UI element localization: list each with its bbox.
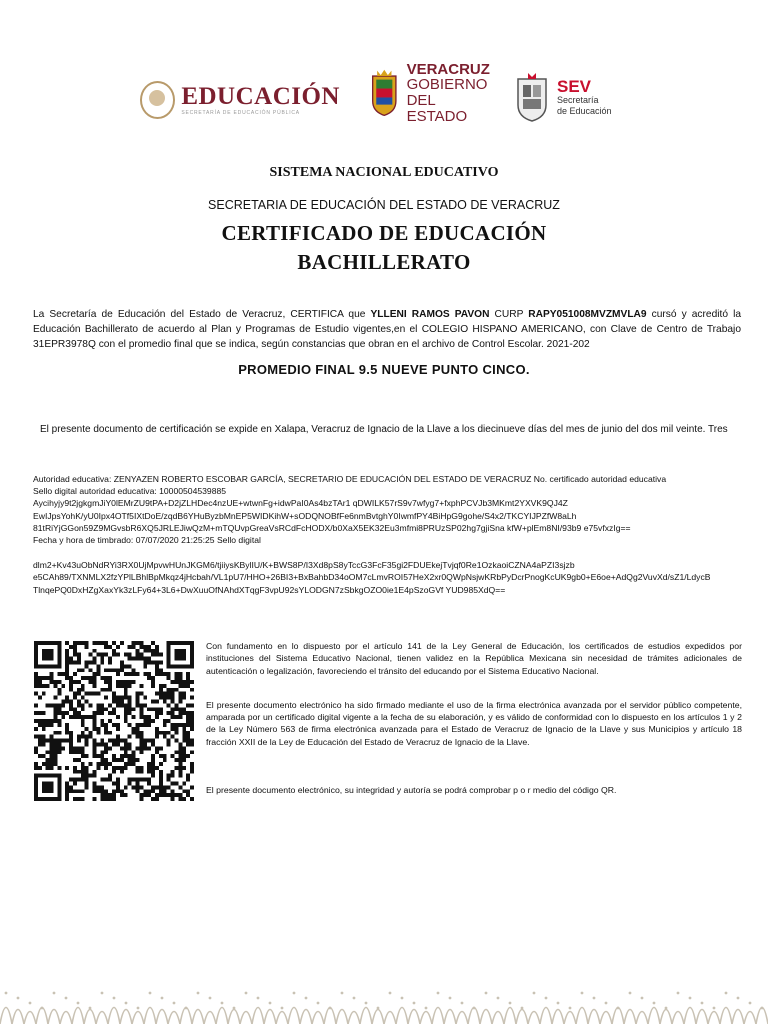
veracruz-shield-icon — [370, 66, 399, 120]
logo-veracruz-line1: VERACRUZ — [406, 60, 490, 78]
logo-sev — [515, 68, 625, 126]
digital-seal-line: dlm2+Kv43uObNdRYi3RX0UjMpvwHUnJKGM6/tjiiysKBylIU/K+BWS8P/I3Xd8pS8yTccG3FcF35gi2FDUEkejTvjqf0Re1OzkaoiCZNA4aPZI3sjzb — [33, 560, 575, 571]
certificate-subtitle: BACHILLERATO — [297, 250, 471, 274]
seal-label: Sello digital autoridad educativa: 10000504539885 — [33, 486, 227, 497]
sistema-heading: SISTEMA NACIONAL EDUCATIVO — [269, 165, 499, 180]
timestamp-line: Fecha y hora de timbrado: 07/07/2020 21:25:25 Sello digital — [33, 535, 261, 546]
seal-line: Aycihyjy9t2jgkgmJiY0lEMrZU9tPA+D2jZLHDec4nzUE+wtwnFg+idwPaI0As4bzTAr1 qDWILK57rS9v7wfyg7+fxphPCVJb3MKmt2YXVK9QJ4Z — [33, 498, 568, 509]
logo-veracruz-line3: DEL ESTADO — [406, 91, 468, 125]
logo-sev-title: SEV — [557, 76, 592, 96]
student-curp: RAPY051008MVZMVLA9 — [528, 309, 647, 320]
logo-sev-line1: Secretaría — [557, 94, 599, 105]
logo-sev-line2: de Educación — [557, 105, 612, 116]
final-average: PROMEDIO FINAL 9.5 NUEVE PUNTO CINCO. — [238, 362, 530, 377]
logo-educacion-title: EDUCACIÓN — [181, 83, 340, 110]
seal-line: EwIJpsYohK/yU0Ipx4OTf5IXtDoE/zqdB6YHuByzbMnEP5WIDKihW+sODQNOBfFe6nmBvtghY0IwmfPY4BiHpG9gohe/S4x2/TKCYIJPZfW8aLh — [33, 510, 577, 521]
digital-seal-line: e5CAh89/TXNMLX2fzYPlLBhlBpMkqz4jHcbah/VL1pU7/HHO+26BI3+BxBahbD34oOM7cLmvROI57HeX2xr0QWpNsjwKRbPyDcrPnogKcUK9gb0+E6oe+AdQg2VuvXd/sZ1/LdycB — [33, 572, 711, 583]
logo-veracruz-line2: GOBIERNO — [406, 75, 488, 93]
logo-veracruz — [370, 62, 490, 124]
legal-paragraph-validity: Con fundamento en lo dispuesto por el artículo 141 de la Ley General de Educación, los certificados de estudios expedidos por instituciones del Sistema Educativo Nacional, tienen validez en la República Mexicana sin necesidad de trámites adicionales de autenticación o legalización, favoreciendo el tránsito del educando por el Sistema Educativo Nacional. — [206, 641, 742, 676]
qr-code-icon[interactable] — [34, 638, 194, 804]
legal-block — [206, 640, 742, 796]
logo-educacion-subtitle: SECRETARÍA DE EDUCACIÓN PÚBLICA — [181, 110, 300, 116]
sev-shield-icon — [515, 71, 549, 123]
certification-paragraph — [33, 307, 741, 352]
certificate-title: CERTIFICADO DE EDUCACIÓN — [221, 221, 547, 245]
seal-line: 81tRiYjGGon59Z9MGvsbR6XQ5JRLEJiwQzM+mTQUvpGreaVsRCdFcHODX/b0XaX5EK32Eu3mfmi8PRUzSP02hg7gjiSna kfW+plEm8NI/93b9 e75vfxzIg== — [33, 522, 631, 533]
cuerpo-text-a: La Secretaría de Educación del Estado de Veracruz, CERTIFICA que — [33, 309, 371, 320]
decorative-pattern-icon — [0, 985, 768, 1024]
legal-paragraph-signature: El presente documento electrónico ha sido firmado mediante el uso de la firma electrónica avanzada por el servidor público competente, amparada por un certificado digital vigente a la fecha de su elaboración, y es válido de conformidad con lo dispuesto en los artículos 1 y 2 de la Ley Número 563 de firma electrónica avanzada para el Estado de Veracruz de Ignacio de la Llave y sus Municipios y artículo 18 fracción XXII de la Ley de Educación del Estado de Veracruz de Ignacio de la Llave. — [206, 699, 742, 747]
digital-seal-line: TlnqePQ0DxHZgXaxYk3zLFy64+3L6+DwXuuOfNAhdXTqgF3vpU92sYLODGN7zSbkgOZO0ie1E4pSzoGVf YUD985XdQ== — [33, 584, 506, 595]
authority-line: Autoridad educativa: ZENYAZEN ROBERTO ESCOBAR GARCÍA, SECRETARIO DE EDUCACIÓN DEL ESTADO DE VERACRUZ No. certificado autoridad educativa — [33, 474, 667, 484]
cuerpo-text-c: cursó y acreditó la Educación Bachillerato de acuerdo al Plan y Programas de Estudio vigentes,en el COLEGIO HISPANO AMERICANO, con Clave de Centro de Trabajo 31EPR3978Q con el promedio final que se indica, según constancias que obran en el archivo de Control Escolar. 2021-202 — [33, 309, 741, 350]
student-name: YLLENI RAMOS PAVON — [370, 309, 490, 320]
legal-paragraph-verification: El presente documento electrónico, su integridad y autoría se podrá comprobar p o r medio del código QR. — [206, 785, 617, 796]
issue-statement: El presente documento de certificación se expide en Xalapa, Veracruz de Ignacio de la Llave a los diecinueve días del mes de junio del dos mil veinte. Tres — [40, 424, 728, 435]
educacion-seal-icon — [140, 81, 175, 119]
logo-educacion — [140, 70, 340, 130]
secretaria-heading: SECRETARIA DE EDUCACIÓN DEL ESTADO DE VERACRUZ — [208, 198, 560, 212]
cuerpo-text-b: CURP — [489, 309, 529, 320]
digital-seals-block — [33, 473, 748, 596]
